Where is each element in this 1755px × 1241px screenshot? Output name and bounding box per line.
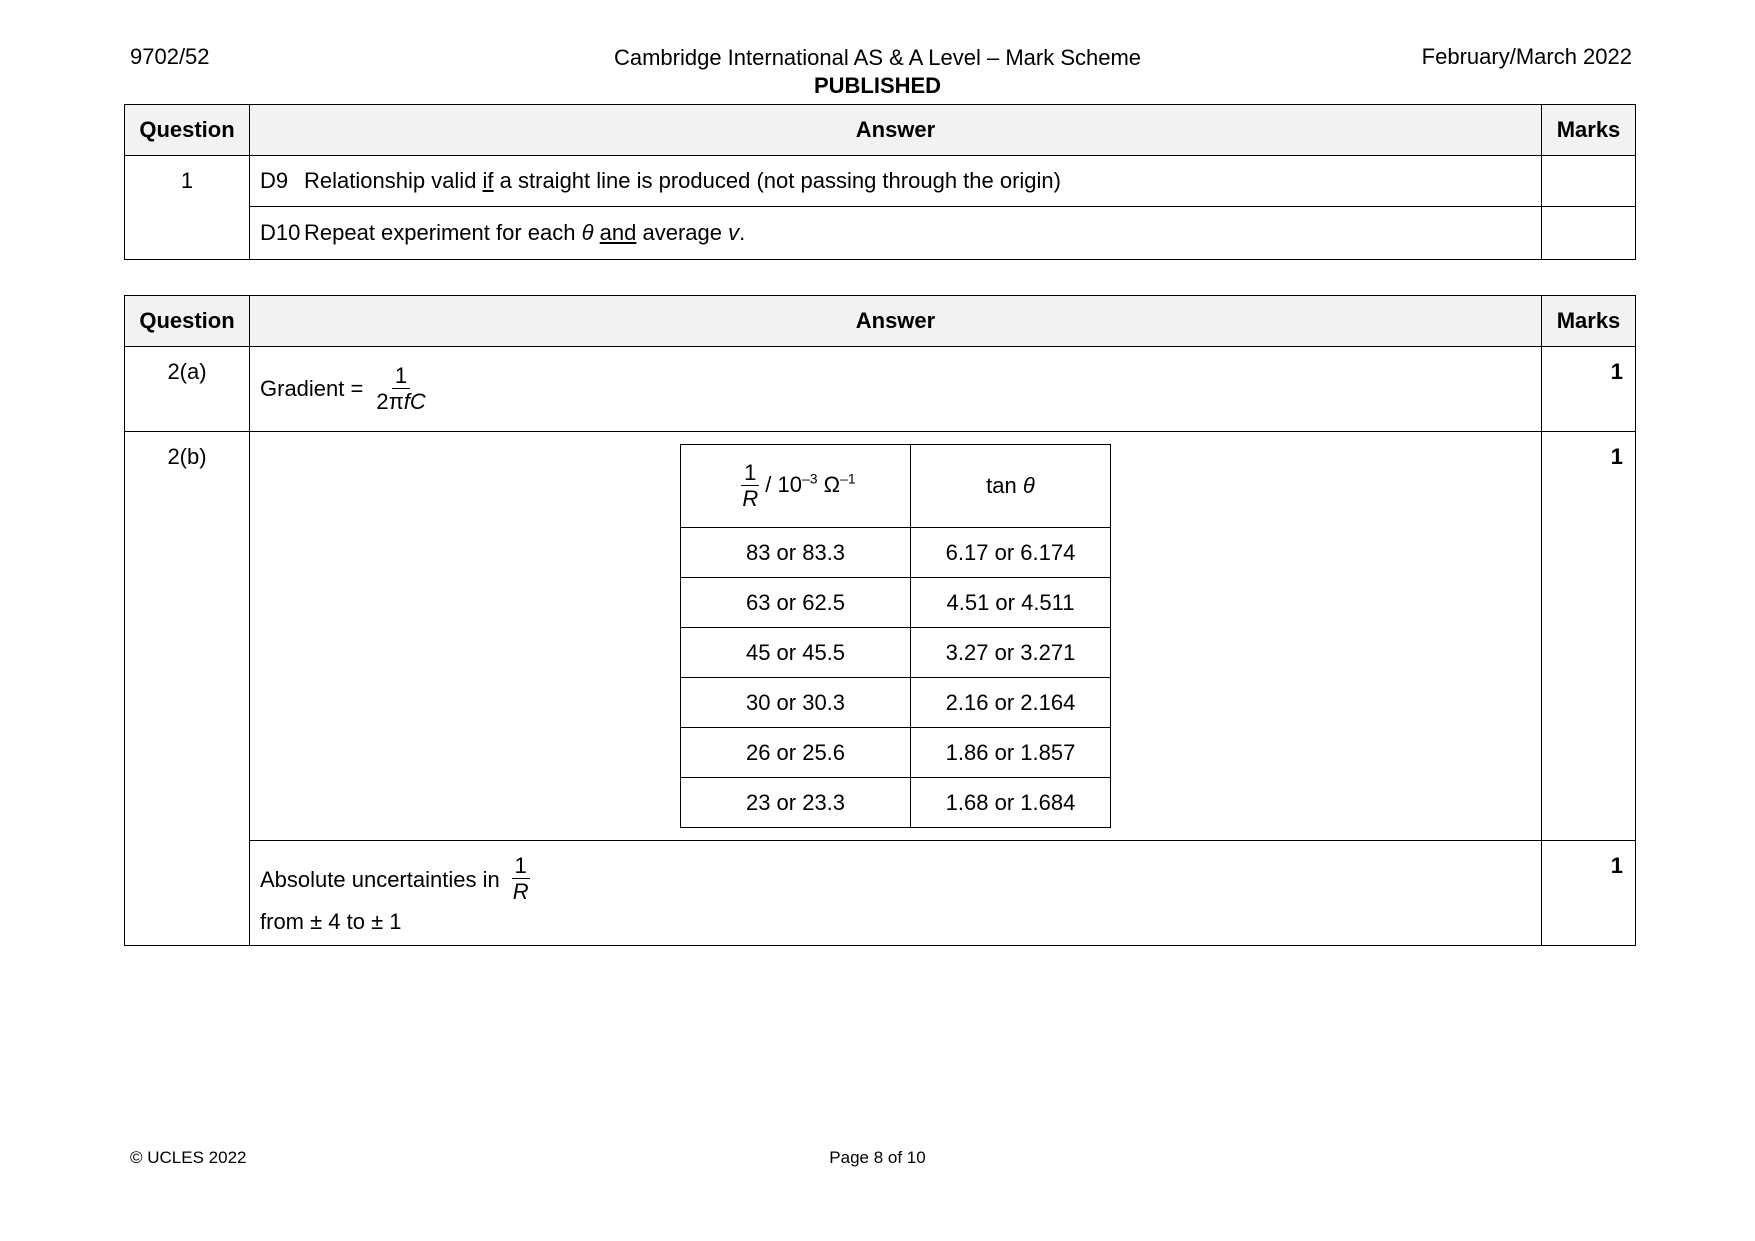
table-row [125,207,1636,260]
table-row [125,841,1636,946]
gradient-fraction [373,364,428,415]
text-part: . [739,220,746,245]
unit-part: / 10 [765,471,802,497]
table-header-row [125,296,1636,347]
answer-text [304,220,745,246]
denominator-part: 2π [376,388,404,414]
inverse-r-value: 63 or 62.5 [681,578,911,628]
tan-theta-value: 3.27 or 3.271 [911,628,1111,678]
marks-cell [1542,207,1636,260]
marks-cell: 1 [1542,432,1636,841]
results-row [681,528,1111,578]
tan-theta-value: 2.16 or 2.164 [911,678,1111,728]
text-part: Repeat experiment for each [304,220,582,245]
question-number: 2(a) [125,347,250,432]
question-number: 2(b) [125,432,250,946]
text-part: a straight line is produced (not passing through the origin) [493,168,1061,193]
inverse-r-fraction [739,461,761,512]
answer-d9 [250,156,1542,207]
inverse-r-value: 26 or 25.6 [681,728,911,778]
mark-scheme-table-q2 [124,295,1636,946]
answer-d10 [250,207,1542,260]
answer-header: Answer [250,105,1542,156]
text-part: Relationship valid [304,168,483,193]
page-number: Page 8 of 10 [829,1148,926,1167]
inverse-resistance-header [681,445,911,528]
text-part: average [636,220,729,245]
results-table [680,444,1111,828]
answer-text [304,168,1061,194]
fraction-numerator: 1 [392,364,410,389]
answer-2a [250,347,1542,432]
published-label: PUBLISHED [813,73,942,98]
results-row [681,578,1111,628]
marks-header: Marks [1542,296,1636,347]
answer-2b [250,432,1542,841]
title-text: Cambridge International AS & A Level – Mark Scheme [613,45,1142,70]
fraction-numerator: 1 [512,854,530,879]
fraction-denominator: R [512,879,529,904]
unit-part: Ω [817,471,841,497]
results-row [681,628,1111,678]
question-number: 1 [125,156,250,260]
exam-session: February/March 2022 [1421,44,1632,69]
table-row [125,347,1636,432]
tan-theta-value: 6.17 or 6.174 [911,528,1111,578]
tan-label: tan [986,473,1023,498]
inverse-r-value: 23 or 23.3 [681,778,911,828]
denominator-part: fC [403,388,426,414]
marks-cell: 1 [1542,841,1636,946]
results-row [681,778,1111,828]
tan-theta-header [911,445,1111,528]
unit-exponent: –1 [840,470,856,487]
theta-symbol: θ [1022,473,1035,498]
table-row [125,156,1636,207]
fraction-denominator: R [742,485,759,511]
answer-2b-uncertainty [250,841,1542,946]
results-header-row [681,445,1111,528]
question-header: Question [125,105,250,156]
velocity-symbol: v [728,220,740,245]
underlined-word: if [482,168,494,193]
paper-code: 9702/52 [130,44,210,69]
uncertainty-label: Absolute uncertainties in [260,866,500,892]
unit-label [765,472,855,497]
table-row [125,432,1636,841]
theta-symbol: θ [581,220,594,245]
results-row [681,728,1111,778]
marks-cell [1542,156,1636,207]
fraction-numerator: 1 [741,461,759,486]
question-header: Question [125,296,250,347]
point-tag: D10 [260,220,301,245]
answer-header: Answer [250,296,1542,347]
tan-theta-value: 4.51 or 4.511 [911,578,1111,628]
underlined-word: and [599,220,637,245]
copyright: © UCLES 2022 [130,1148,247,1167]
fraction-denominator [373,389,428,415]
point-tag: D9 [260,168,289,193]
inverse-r-value: 83 or 83.3 [681,528,911,578]
unit-exponent: –3 [801,470,818,487]
tan-theta-value: 1.86 or 1.857 [911,728,1111,778]
table-header-row [125,105,1636,156]
marks-cell: 1 [1542,347,1636,432]
mark-scheme-table-q1 [124,104,1636,260]
inverse-r-value: 45 or 45.5 [681,628,911,678]
results-row [681,678,1111,728]
gradient-label: Gradient = [260,376,364,401]
marks-header: Marks [1542,105,1636,156]
inverse-r-fraction [510,854,532,905]
uncertainty-range: from ± 4 to ± 1 [260,909,402,934]
tan-theta-value: 1.68 or 1.684 [911,778,1111,828]
inverse-r-value: 30 or 30.3 [681,678,911,728]
